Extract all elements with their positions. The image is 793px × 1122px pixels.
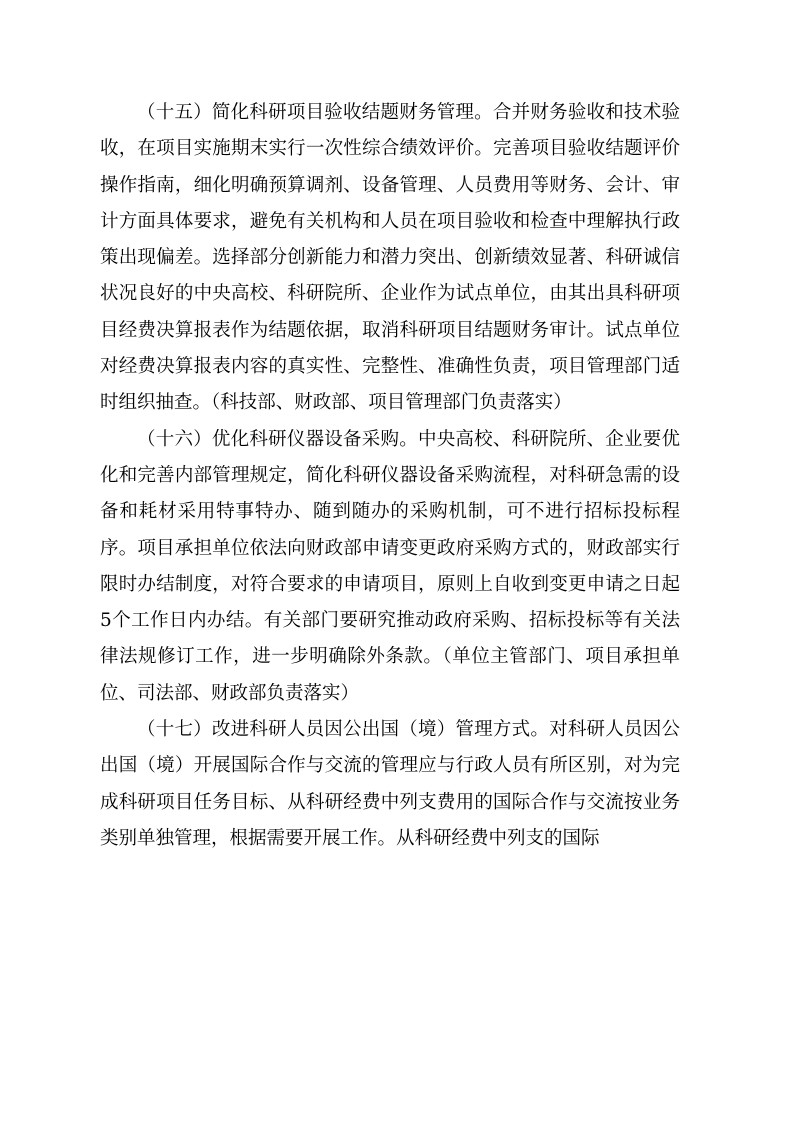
paragraph-15 — [100, 95, 680, 422]
paragraph-17 — [100, 712, 680, 857]
paragraph-16-body: 中央高校、科研院所、企业要优化和完善内部管理规定，简化科研仪器设备采购流程，对科研急需的设备和耗材采用特事特办、随到随办的采购机制，可不进行招标投标程序。项目承担单位依法向财政部申请变更政府采购方式的，财政部实行限时办结制度，对符合要求的申请项目，原则上自收到变更申请之日起5个工作日内办结。有关部门要研究推动政府采购、招标投标等有关法律法规修订工作，进一步明确除外条款。 — [100, 428, 680, 668]
paragraph-16-responsibility: （单位主管部门、项目承担单位、司法部、财政部负责落实） — [100, 646, 680, 704]
paragraph-16 — [100, 422, 680, 712]
paragraph-15-body: 合并财务验收和技术验收，在项目实施期末实行一次性综合绩效评价。完善项目验收结题评价操作指南，细化明确预算调剂、设备管理、人员费用等财务、会计、审计方面具体要求，避免有关机构和人员在项目验收和检查中理解执行政策出现偏差。选择部分创新能力和潜力突出、创新绩效显著、科研诚信状况良好的中央高校、科研院所、企业作为试点单位，由其出具科研项目经费决算报表作为结题依据，取消科研项目结题财务审计。试点单位对经费决算报表内容的真实性、完整性、准确性负责，项目管理部门适时组织抽查。 — [100, 102, 680, 414]
document-body — [100, 95, 680, 857]
paragraph-15-responsibility: （科技部、财政部、项目管理部门负责落实） — [211, 392, 572, 414]
paragraph-17-heading: （十七）改进科研人员因公出国（境）管理方式。 — [137, 719, 550, 741]
paragraph-17-body: 对科研人员因公出国（境）开展国际合作与交流的管理应与行政人员有所区别，对为完成科研项目任务目标、从科研经费中列支费用的国际合作与交流按业务类别单独管理，根据需要开展工作。从科研经费中列支的国际 — [100, 719, 680, 849]
paragraph-15-heading: （十五）简化科研项目验收结题财务管理。 — [137, 102, 493, 123]
paragraph-16-heading: （十六）优化科研仪器设备采购。 — [137, 428, 418, 450]
